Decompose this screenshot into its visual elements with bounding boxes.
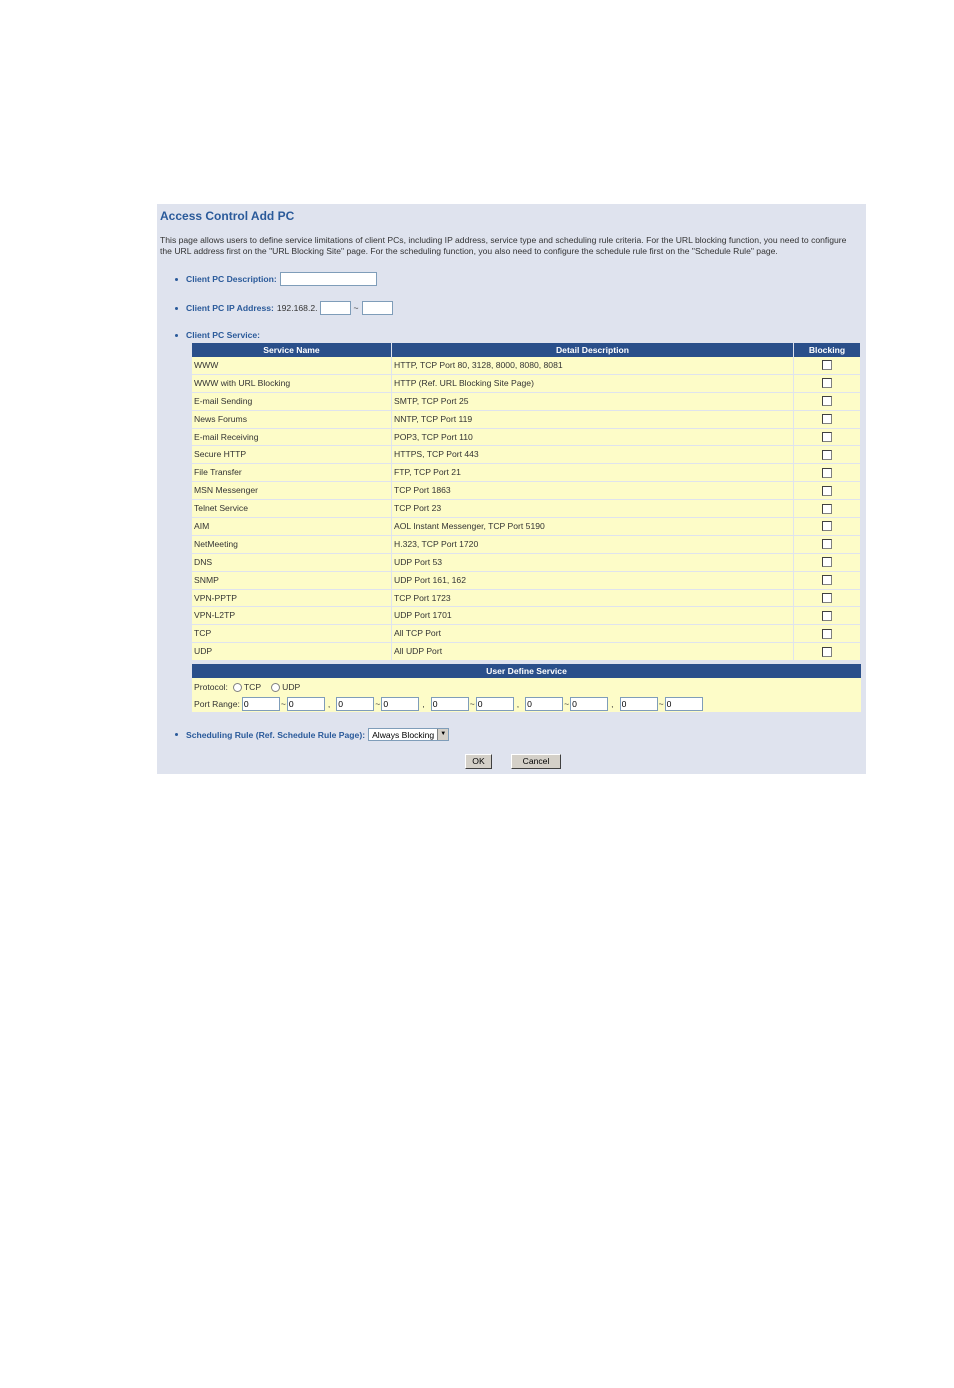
service-detail: FTP, TCP Port 21: [392, 464, 794, 482]
service-name: WWW with URL Blocking: [192, 375, 392, 393]
protocol-row: [194, 682, 300, 692]
service-name: WWW: [192, 357, 392, 375]
client-service-row: [175, 330, 260, 340]
ip-prefix: 192.168.2.: [276, 303, 318, 313]
protocol-label: Protocol:: [194, 682, 228, 693]
ip-range-sep: ~: [353, 303, 359, 313]
blocking-checkbox[interactable]: [822, 378, 832, 388]
service-detail: All TCP Port: [392, 625, 794, 643]
blocking-cell: [794, 357, 861, 375]
service-detail: TCP Port 1723: [392, 590, 794, 608]
client-description-label: Client PC Description:: [186, 274, 277, 284]
service-name: E-mail Sending: [192, 393, 392, 411]
service-detail: POP3, TCP Port 110: [392, 429, 794, 447]
blocking-cell: [794, 411, 861, 429]
port-end-input[interactable]: [476, 697, 514, 711]
table-row: [192, 590, 861, 608]
blocking-checkbox[interactable]: [822, 396, 832, 406]
blocking-cell: [794, 590, 861, 608]
service-name: VPN-L2TP: [192, 607, 392, 625]
table-row: [192, 607, 861, 625]
port-range-pair: [525, 697, 619, 711]
service-name: UDP: [192, 643, 392, 661]
service-name: File Transfer: [192, 464, 392, 482]
blocking-checkbox[interactable]: [822, 629, 832, 639]
port-range-pair: [242, 697, 336, 711]
blocking-checkbox[interactable]: [822, 647, 832, 657]
user-define-service: [192, 664, 861, 712]
service-detail: UDP Port 161, 162: [392, 572, 794, 590]
port-range-comma: ,: [327, 699, 331, 709]
port-range-comma: ,: [422, 699, 425, 709]
blocking-cell: [794, 554, 861, 572]
service-name: News Forums: [192, 411, 392, 429]
blocking-checkbox[interactable]: [822, 521, 832, 531]
blocking-checkbox[interactable]: [822, 539, 832, 549]
service-name: E-mail Receiving: [192, 429, 392, 447]
table-row: [192, 411, 861, 429]
scheduling-select[interactable]: [368, 728, 449, 741]
service-detail: UDP Port 1701: [392, 607, 794, 625]
blocking-cell: [794, 429, 861, 447]
blocking-cell: [794, 643, 861, 661]
cancel-button[interactable]: Cancel: [511, 754, 561, 769]
radio-udp[interactable]: [271, 683, 280, 692]
port-start-input[interactable]: [242, 697, 280, 711]
blocking-checkbox[interactable]: [822, 468, 832, 478]
service-detail: UDP Port 53: [392, 554, 794, 572]
table-row: [192, 464, 861, 482]
service-name: MSN Messenger: [192, 482, 392, 500]
table-row: [192, 429, 861, 447]
table-row: [192, 446, 861, 464]
port-range-sep: ~: [658, 699, 664, 709]
blocking-cell: [794, 607, 861, 625]
service-detail: TCP Port 23: [392, 500, 794, 518]
port-start-input[interactable]: [431, 697, 469, 711]
scheduling-row: [175, 728, 449, 741]
port-range-label: Port Range:: [194, 699, 240, 709]
blocking-checkbox[interactable]: [822, 504, 832, 514]
scheduling-label: Scheduling Rule (Ref. Schedule Rule Page):: [186, 729, 366, 740]
ok-button[interactable]: OK: [465, 754, 492, 769]
col-blocking: Blocking: [794, 343, 861, 357]
blocking-cell: [794, 572, 861, 590]
protocol-udp-option[interactable]: [271, 682, 300, 692]
service-detail: SMTP, TCP Port 25: [392, 393, 794, 411]
table-row: [192, 536, 861, 554]
blocking-cell: [794, 482, 861, 500]
service-detail: AOL Instant Messenger, TCP Port 5190: [392, 518, 794, 536]
port-end-input[interactable]: [381, 697, 419, 711]
blocking-cell: [794, 375, 861, 393]
service-name: Secure HTTP: [192, 446, 392, 464]
table-row: [192, 357, 861, 375]
port-end-input[interactable]: [570, 697, 608, 711]
udp-label: UDP: [282, 682, 301, 692]
service-detail: H.323, TCP Port 1720: [392, 536, 794, 554]
service-table: [192, 343, 861, 661]
blocking-cell: [794, 518, 861, 536]
port-start-input[interactable]: [336, 697, 374, 711]
port-range-pair: [336, 697, 430, 711]
port-range-pair: [620, 697, 703, 711]
table-row: [192, 572, 861, 590]
table-row: [192, 554, 861, 572]
blocking-checkbox[interactable]: [822, 611, 832, 621]
col-service-name: Service Name: [192, 343, 392, 357]
service-detail: HTTPS, TCP Port 443: [392, 446, 794, 464]
chevron-down-icon[interactable]: ▼: [437, 729, 448, 740]
service-detail: All UDP Port: [392, 643, 794, 661]
service-name: Telnet Service: [192, 500, 392, 518]
blocking-cell: [794, 500, 861, 518]
client-ip-label: Client PC IP Address:: [186, 303, 274, 313]
page-description: This page allows users to define service limitations of client PCs, including IP address, service type and scheduling rule criteria. For the URL blocking function, you need to configure the URL address first on the "URL Blocking Site" page. For the scheduling function, you also need to configure the schedule rule first on the "Schedule Rule" page.: [160, 235, 847, 256]
bullet-icon: [175, 278, 178, 281]
tcp-label: TCP: [243, 682, 262, 692]
col-detail-description: Detail Description: [392, 343, 794, 357]
blocking-checkbox[interactable]: [822, 486, 832, 496]
blocking-checkbox[interactable]: [822, 450, 832, 460]
blocking-checkbox[interactable]: [822, 360, 832, 370]
port-start-input[interactable]: [620, 697, 658, 711]
table-header: [192, 343, 861, 357]
service-name: NetMeeting: [192, 536, 392, 554]
radio-tcp[interactable]: [233, 683, 242, 692]
user-define-header: User Define Service: [192, 664, 861, 678]
table-row: [192, 625, 861, 643]
service-name: SNMP: [192, 572, 392, 590]
blocking-cell: [794, 464, 861, 482]
port-end-input[interactable]: [287, 697, 325, 711]
port-start-input[interactable]: [525, 697, 563, 711]
port-range-pair: [431, 697, 525, 711]
service-name: TCP: [192, 625, 392, 643]
bullet-icon: [175, 307, 178, 310]
blocking-cell: [794, 536, 861, 554]
client-description-input[interactable]: [280, 272, 377, 286]
blocking-checkbox[interactable]: [822, 557, 832, 567]
service-detail: TCP Port 1863: [392, 482, 794, 500]
client-ip-row: [175, 301, 393, 315]
table-row: [192, 482, 861, 500]
blocking-checkbox[interactable]: [822, 593, 832, 603]
service-detail: HTTP (Ref. URL Blocking Site Page): [392, 375, 794, 393]
ip-start-input[interactable]: [320, 301, 351, 315]
service-name: VPN-PPTP: [192, 590, 392, 608]
table-row: [192, 393, 861, 411]
bullet-icon: [175, 733, 178, 736]
service-detail: NNTP, TCP Port 119: [392, 411, 794, 429]
port-range-sep: ~: [469, 699, 475, 709]
port-range-row: [194, 697, 703, 711]
port-range-comma: ,: [516, 699, 520, 709]
table-row: [192, 500, 861, 518]
scheduling-selected: Always Blocking: [372, 729, 435, 740]
port-range-sep: ~: [280, 699, 286, 709]
port-end-input[interactable]: [665, 697, 703, 711]
protocol-tcp-option[interactable]: [233, 682, 261, 692]
table-row: [192, 518, 861, 536]
table-row: [192, 375, 861, 393]
port-range-sep: ~: [375, 699, 381, 709]
table-row: [192, 643, 861, 661]
blocking-checkbox[interactable]: [822, 432, 832, 442]
client-service-label: Client PC Service:: [186, 330, 261, 340]
service-detail: HTTP, TCP Port 80, 3128, 8000, 8080, 8081: [392, 357, 794, 375]
service-name: AIM: [192, 518, 392, 536]
service-name: DNS: [192, 554, 392, 572]
blocking-checkbox[interactable]: [822, 575, 832, 585]
blocking-cell: [794, 625, 861, 643]
blocking-checkbox[interactable]: [822, 414, 832, 424]
blocking-cell: [794, 393, 861, 411]
access-control-panel: [157, 204, 866, 774]
bullet-icon: [175, 334, 178, 337]
port-range-sep: ~: [564, 699, 570, 709]
blocking-cell: [794, 446, 861, 464]
page-title: Access Control Add PC: [160, 209, 295, 223]
client-description-row: [175, 272, 377, 286]
user-define-body: [192, 678, 861, 712]
ip-end-input[interactable]: [362, 301, 393, 315]
port-range-comma: ,: [611, 699, 614, 709]
